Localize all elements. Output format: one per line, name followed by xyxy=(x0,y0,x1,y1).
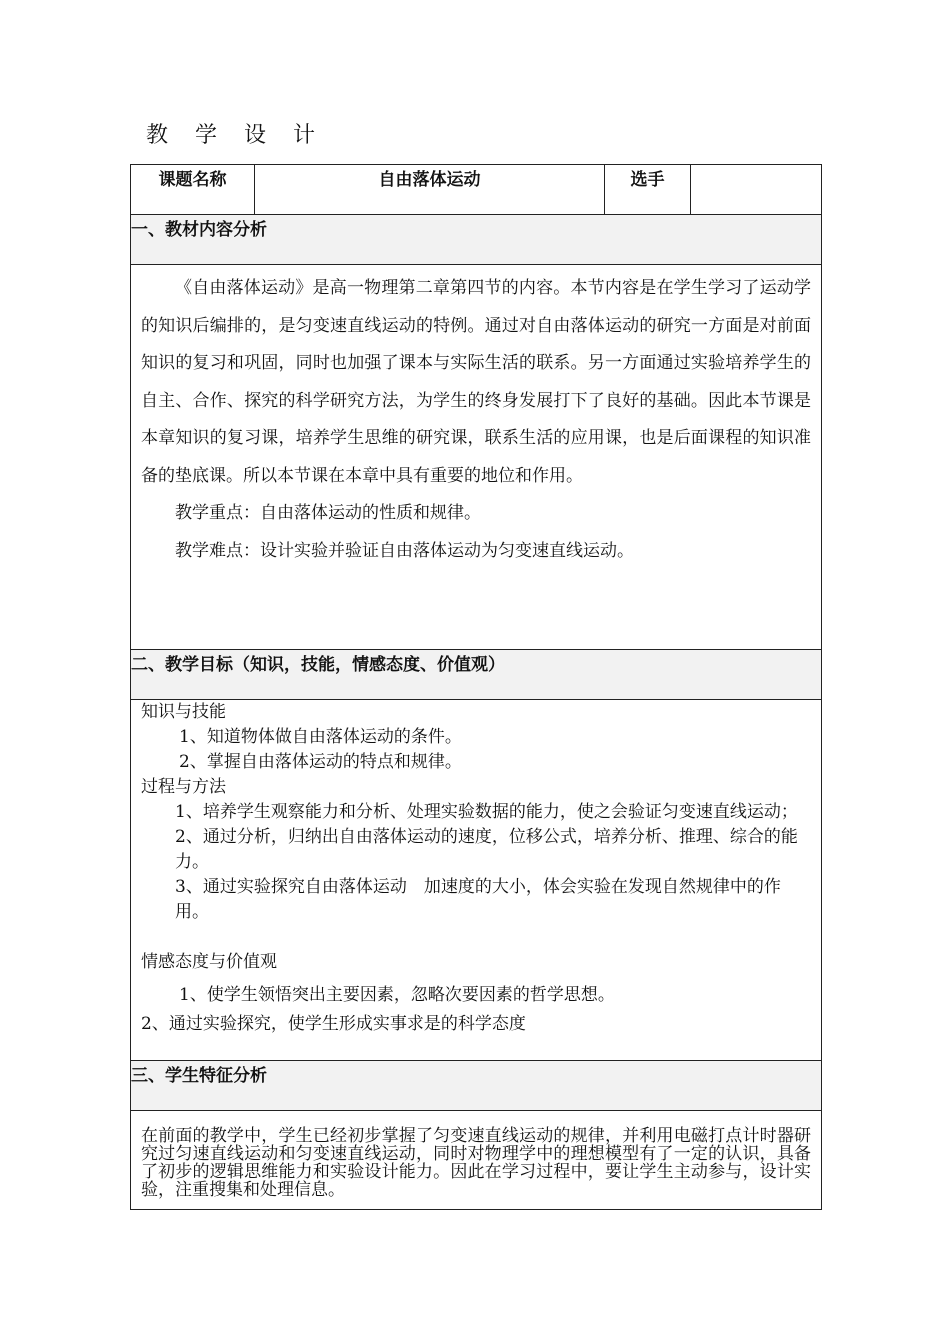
knowledge-heading: 知识与技能 xyxy=(141,702,226,722)
document-title: 教 学 设 计 xyxy=(146,123,325,148)
knowledge-item-1: 1、知道物体做自由落体运动的条件。 xyxy=(179,727,462,747)
process-heading: 过程与方法 xyxy=(141,777,226,797)
section-3-title: 三、学生特征分析 xyxy=(131,1061,822,1111)
attitude-heading: 情感态度与价值观 xyxy=(141,952,277,972)
section-3-header xyxy=(131,1061,822,1111)
section-1-title: 一、教材内容分析 xyxy=(131,215,822,265)
topic-row xyxy=(131,165,822,215)
process-item-2: 2、通过分析，归纳出自由落体运动的速度，位移公式，培养分析、推理、综合的能力。 xyxy=(175,827,798,872)
attitude-item-1: 1、使学生领悟突出主要因素，忽略次要因素的哲学思想。 xyxy=(179,985,615,1005)
process-item-3: 3、通过实验探究自由落体运动 加速度的大小，体会实验在发现自然规律中的作用。 xyxy=(175,877,781,922)
process-item-1: 1、培养学生观察能力和分析、处理实验数据的能力，使之会验证匀变速直线运动； xyxy=(175,802,798,822)
section-1-header xyxy=(131,215,822,265)
section-2-header xyxy=(131,650,822,700)
knowledge-item-2: 2、掌握自由落体运动的特点和规律。 xyxy=(179,752,462,772)
student-analysis-paragraph: 在前面的教学中，学生已经初步掌握了匀变速直线运动的规律，并利用电磁打点计时器研究过匀速直线运动和匀变速直线运动，同时对物理学中的理想模型有了一定的认识，具备了初步的逻辑思维能力和实验设计能力。因此在学习过程中，要让学生主动参与，设计实验，注重搜集和处理信息。 xyxy=(141,1126,811,1200)
section-1-body xyxy=(131,265,822,650)
attitude-item-2: 2、通过实验探究，使学生形成实事求是的科学态度 xyxy=(141,1014,526,1034)
section-3-body xyxy=(131,1111,822,1210)
teaching-difficulty: 教学难点：设计实验并验证自由落体运动为匀变速直线运动。 xyxy=(175,540,634,561)
textbook-analysis-paragraph: 《自由落体运动》是高一物理第二章第四节的内容。本节内容是在学生学习了运动学的知识后编排的，是匀变速直线运动的特例。通过对自由落体运动的研究一方面是对前面知识的复习和巩固，同时也加强了课本与实际生活的联系。另一方面通过实验培养学生的自主、合作、探究的科学研究方法，为学生的终身发展打下了良好的基础。因此本节课是本章知识的复习课，培养学生思维的研究课，联系生活的应用课，也是后面课程的知识准备的垫底课。所以本节课在本章中具有重要的地位和作用。 xyxy=(141,278,811,486)
section-2-body xyxy=(131,700,822,1061)
player-label: 选手 xyxy=(605,165,691,215)
topic-label: 课题名称 xyxy=(131,165,255,215)
section-2-title: 二、教学目标（知识，技能，情感态度、价值观） xyxy=(131,650,822,700)
player-value xyxy=(691,165,822,215)
teaching-key-point: 教学重点：自由落体运动的性质和规律。 xyxy=(175,503,481,523)
lesson-plan-table xyxy=(130,164,822,1210)
topic-value: 自由落体运动 xyxy=(255,165,605,215)
